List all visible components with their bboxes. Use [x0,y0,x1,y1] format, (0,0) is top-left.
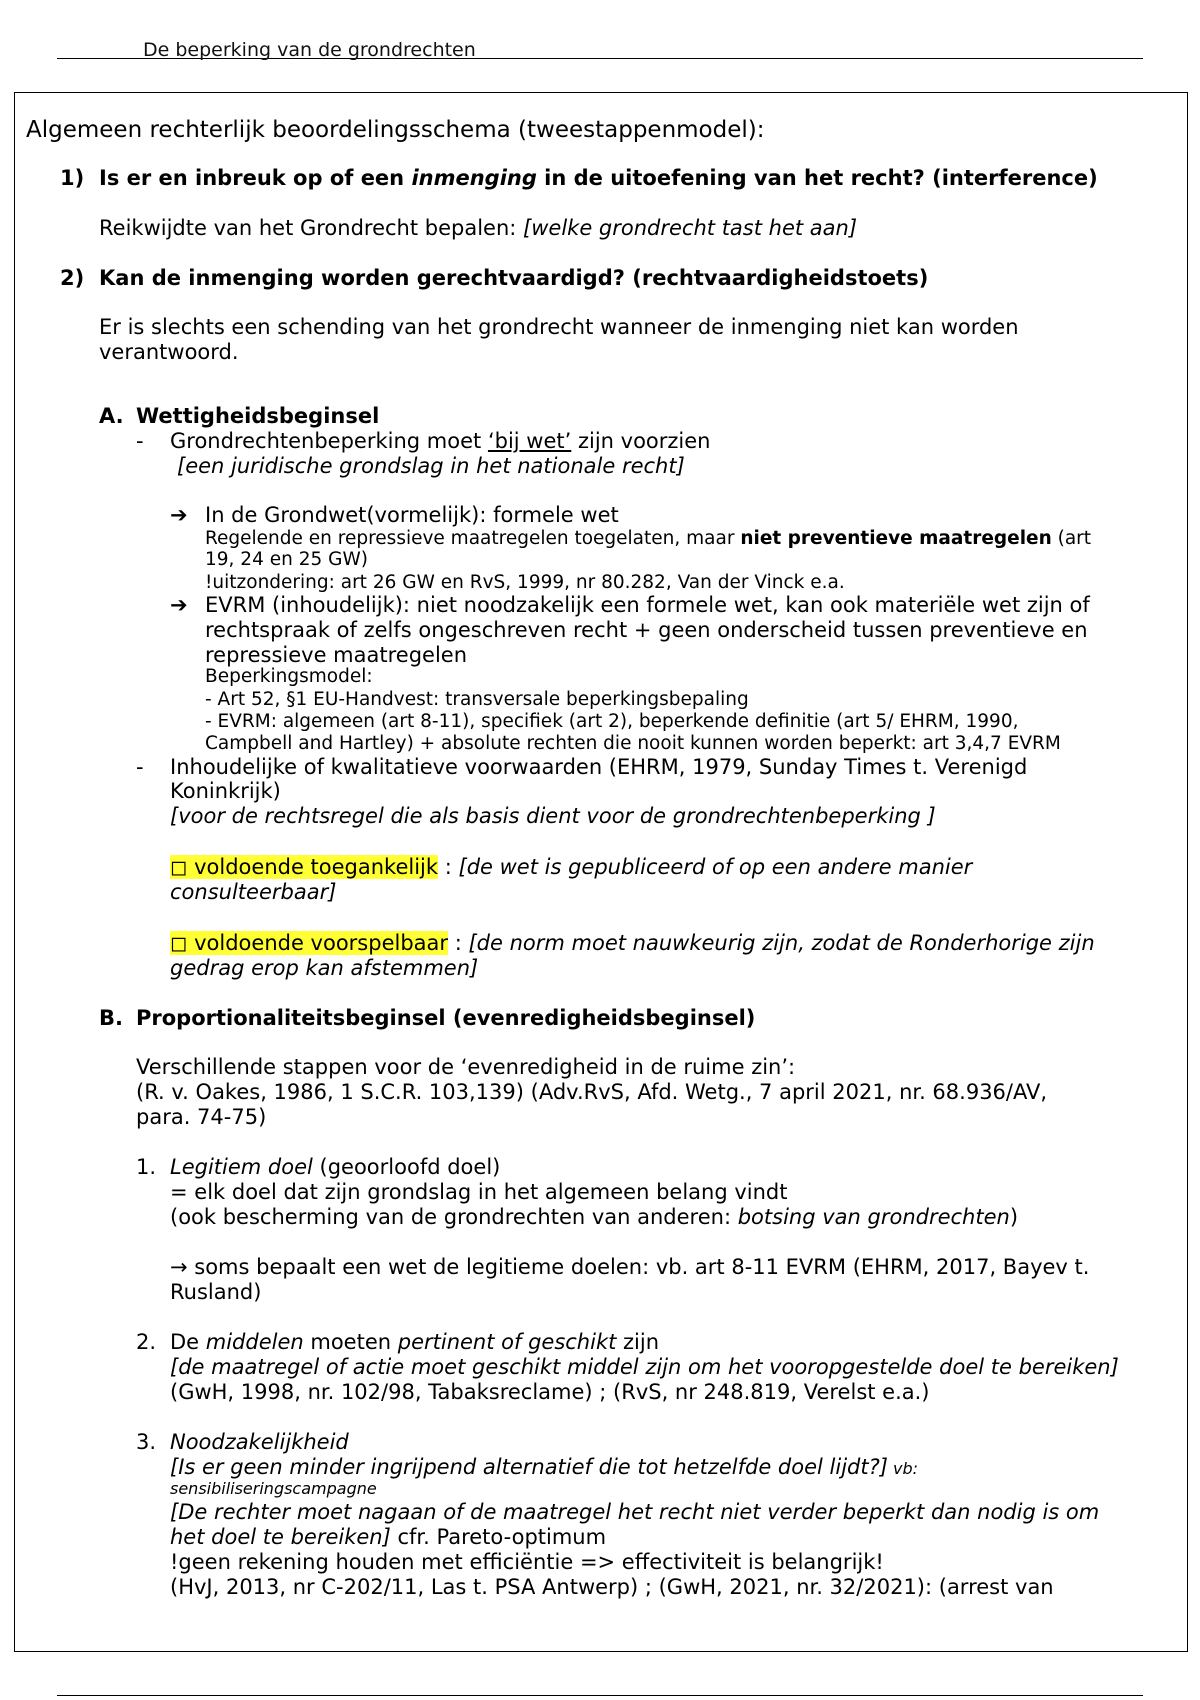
step-number: 1. [136,1155,157,1179]
criterion-accessible-cont: consulteerbaar] [170,880,337,904]
evrm-line2: rechtspraak of zelfs ongeschreven recht + geen onderscheid tussen preventieve en [205,618,1088,642]
page-header [57,38,1143,59]
gw-line1: Regelende en repressieve maatregelen toegelaten, maar niet preventieve maatregelen (art [205,528,1092,549]
model-line2: - EVRM: algemeen (art 8-11), specifiek (art 2), beperkende definitie (art 5/ EHRM, 1990, [205,711,1019,732]
step1-scope: Reikwijdte van het Grondrecht bepalen: [welke grondrecht tast het aan] [99,216,858,240]
evrm-line1: EVRM (inhoudelijk): niet noodzakelijk een formele wet, kan ook materiële wet zijn of [205,593,1090,617]
noodzakelijkheid-line5: het doel te bereiken] cfr. Pareto-optimum [170,1525,607,1549]
step2-body-line1: Er is slechts een schending van het grondrecht wanneer de inmenging niet kan worden [99,315,1019,339]
arrow-icon: ➔ [170,503,188,527]
step1-title: Is er en inbreuk op of een inmenging in de uitoefening van het recht? (interference) [99,166,1098,190]
bullet-dash: - [136,429,144,453]
legit-doel-line5: Rusland) [170,1280,262,1304]
middelen-title: De middelen moeten pertinent of geschikt zijn [170,1330,660,1354]
step2-number: 2) [60,266,85,290]
criterion-predictable: ◻ voldoende voorspelbaar : [de norm moet nauwkeurig zijn, zodat de Ronderhorige zijn [170,931,1095,955]
step2-title: Kan de inmenging worden gerechtvaardigd? (rechtvaardigheidstoets) [99,266,929,290]
noodzakelijkheid-line2: [Is er geen minder ingrijpend alternatief die tot hetzelfde doel lijdt?] vb: [170,1455,919,1479]
bullet-bij-wet-note: [een juridische grondslag in het nationale recht] [177,454,685,478]
model-line3: Campbell and Hartley) + absolute rechten die nooit kunnen worden beperkt: art 3,4,7 EVRM [205,733,1061,754]
legit-doel-line4: → soms bepaalt een wet de legitieme doelen: vb. art 8-11 EVRM (EHRM, 2017, Bayev t. [170,1255,1090,1279]
prop-intro-line3: para. 74-75) [136,1105,267,1129]
quality-note: [voor de rechtsregel die als basis dient voor de grondrechtenbeperking ] [170,804,936,828]
criterion-accessible: ◻ voldoende toegankelijk : [de wet is gepubliceerd of op een andere manier [170,855,973,879]
sectionB-title: Proportionaliteitsbeginsel (evenredigheidsbeginsel) [136,1006,756,1030]
quality-line2: Koninkrijk) [170,779,281,803]
noodzakelijkheid-line3: sensibiliseringscampagne [170,1479,377,1498]
gw-line2: 19, 24 en 25 GW) [205,549,368,570]
step1-number: 1) [60,166,85,190]
noodzakelijkheid-line7: (HvJ, 2013, nr C-202/11, Las t. PSA Antwerp) ; (GwH, 2021, nr. 32/2021): (arrest van [170,1575,1054,1599]
bullet-dash: - [136,755,144,779]
gw-title: In de Grondwet(vormelijk): formele wet [205,503,619,527]
model-title: Beperkingsmodel: [205,666,373,687]
footer-rule [57,1695,1143,1696]
checkbox-icon: ◻ voldoende voorspelbaar [170,931,449,955]
legit-doel-line3: (ook bescherming van de grondrechten van anderen: botsing van grondrechten) [170,1205,1019,1229]
noodzakelijkheid-line6: !geen rekening houden met efficiëntie => effectiviteit is belangrijk! [170,1550,884,1574]
middelen-line2: [de maatregel of actie moet geschikt middel zijn om het vooropgestelde doel te bereiken] [170,1355,1119,1379]
evrm-line3: repressieve maatregelen [205,643,468,667]
prop-intro-line1: Verschillende stappen voor de ‘evenredigheid in de ruime zin’: [136,1055,796,1079]
criterion-predictable-cont: gedrag erop kan afstemmen] [170,956,479,980]
step-number: 3. [136,1430,157,1454]
prop-intro-line2: (R. v. Oakes, 1986, 1 S.C.R. 103,139) (Adv.RvS, Afd. Wetg., 7 april 2021, nr. 68.936/AV, [136,1080,1048,1104]
step2-body-line2: verantwoord. [99,340,239,364]
gw-exception: !uitzondering: art 26 GW en RvS, 1999, nr 80.282, Van der Vinck e.a. [205,572,845,593]
noodzakelijkheid-title: Noodzakelijkheid [170,1430,349,1454]
intro-heading: Algemeen rechterlijk beoordelingsschema (tweestappenmodel): [26,117,765,143]
sectionA-letter: A. [99,404,124,428]
middelen-line3: (GwH, 1998, nr. 102/98, Tabaksreclame) ; (RvS, nr 248.819, Verelst e.a.) [170,1380,930,1404]
quality-line1: Inhoudelijke of kwalitatieve voorwaarden (EHRM, 1979, Sunday Times t. Verenigd [170,755,1028,779]
legit-doel-line2: = elk doel dat zijn grondslag in het algemeen belang vindt [170,1180,788,1204]
noodzakelijkheid-line4: [De rechter moet nagaan of de maatregel het recht niet verder beperkt dan nodig is om [170,1500,1100,1524]
arrow-icon: ➔ [170,593,188,617]
bullet-bij-wet: Grondrechtenbeperking moet ‘bij wet’ zijn voorzien [170,429,711,453]
sectionB-letter: B. [99,1006,123,1030]
sectionA-title: Wettigheidsbeginsel [136,404,380,428]
content-box [14,92,1188,1652]
legit-doel-title: Legitiem doel (geoorloofd doel) [170,1155,501,1179]
checkbox-icon: ◻ voldoende toegankelijk [170,855,439,879]
header-title: De beperking van de grondrechten [143,39,476,61]
step-number: 2. [136,1330,157,1354]
model-line1: - Art 52, §1 EU-Handvest: transversale beperkingsbepaling [205,689,749,710]
